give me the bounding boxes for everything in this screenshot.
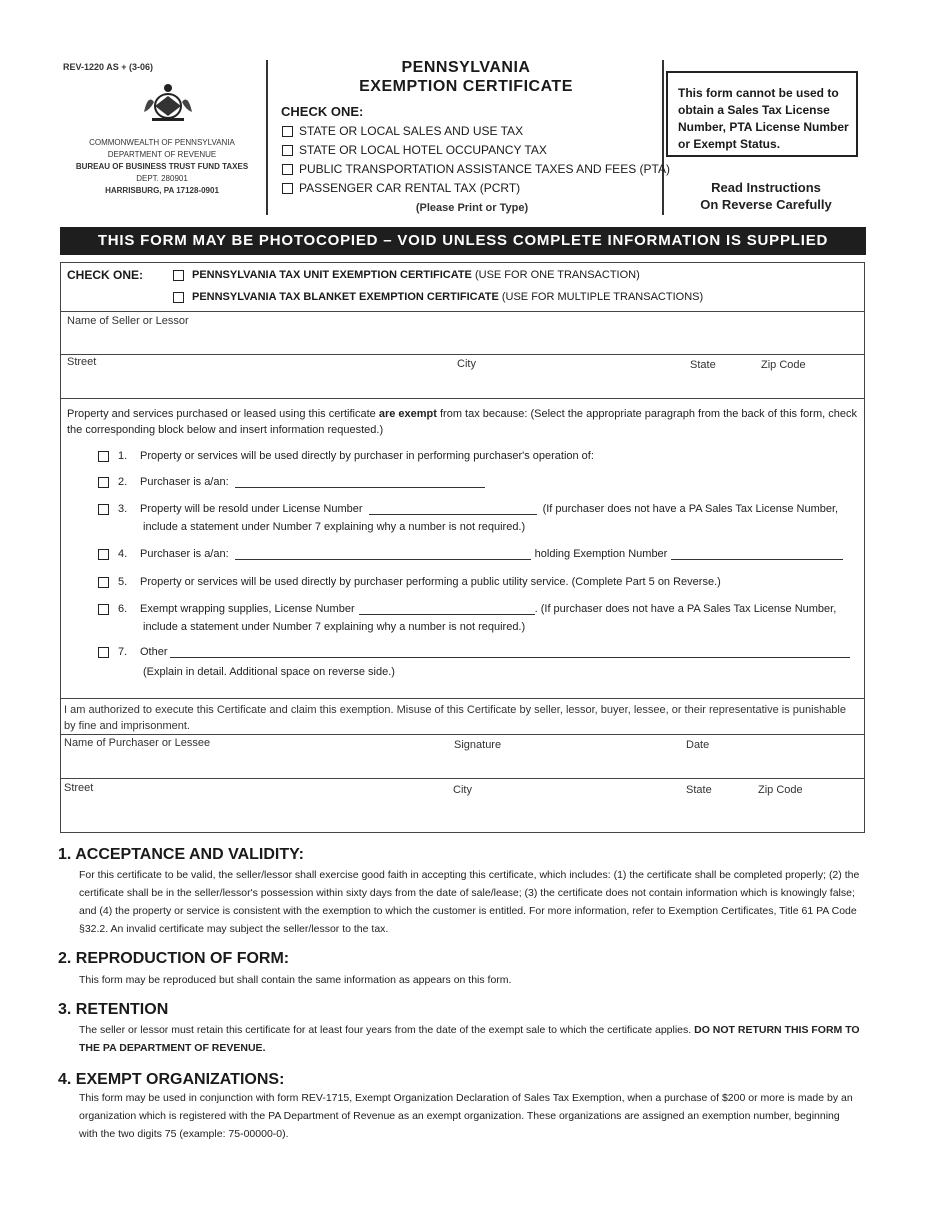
checkbox[interactable] (98, 504, 109, 515)
tax-type-label: STATE OR LOCAL SALES AND USE TAX (299, 124, 524, 138)
print-note: (Please Print or Type) (415, 202, 529, 214)
item-text: Property or services will be used directly by purchaser performing a public utility service. (Complete Part 5 on Reverse.) (140, 576, 721, 588)
section-heading-acceptance (58, 846, 304, 864)
read-instructions (668, 179, 864, 213)
exemption-item-4[interactable] (98, 548, 843, 560)
exemption-item-6[interactable] (98, 603, 836, 615)
cert-option-usage: (USE FOR MULTIPLE TRANSACTIONS) (498, 291, 704, 303)
section-heading-reproduction (58, 950, 289, 968)
checkbox[interactable] (282, 145, 293, 156)
seller-zip-label: Zip Code (761, 359, 806, 371)
section-body-reproduction: This form may be reproduced but shall contain the same information as appears on this form. (79, 974, 512, 986)
section-number: 3. (58, 1001, 72, 1018)
seller-name-field[interactable] (60, 328, 865, 354)
purchaser-category-field[interactable] (235, 549, 531, 560)
checkbox[interactable] (98, 477, 109, 488)
seller-name-label: Name of Seller or Lessor (67, 315, 189, 327)
item-7-note: (Explain in detail. Additional space on reverse side.) (143, 666, 395, 678)
wrapping-license-number-field[interactable] (359, 604, 535, 615)
exemption-item-7[interactable] (98, 646, 850, 658)
notice-box: This form cannot be used to obtain a Sales Tax License Number, PTA License Number or Exempt Status. (666, 71, 858, 157)
cert-option-name: PENNSYLVANIA TAX UNIT EXEMPTION CERTIFICATE (192, 269, 472, 281)
divider (60, 734, 865, 735)
form-title-line1: PENNSYLVANIA (401, 59, 531, 76)
purchaser-city-label: City (453, 784, 472, 796)
agency-line: BUREAU OF BUSINESS TRUST FUND TAXES (75, 162, 249, 171)
checkbox[interactable] (98, 604, 109, 615)
section-number: 4. (58, 1071, 72, 1088)
form-code: REV-1220 AS + (3-06) (63, 62, 153, 72)
purchaser-state-label: State (686, 784, 712, 796)
section-title: ACCEPTANCE AND VALIDITY: (75, 846, 304, 863)
section-title: EXEMPT ORGANIZATIONS: (75, 1071, 285, 1088)
checkbox[interactable] (173, 270, 184, 281)
item-number: 3. (118, 503, 128, 515)
cert-option-unit[interactable] (173, 269, 640, 281)
purchaser-street-label: Street (64, 782, 94, 794)
item-text: Purchaser is a/an: (140, 548, 229, 560)
exemption-number-field[interactable] (671, 549, 843, 560)
item-3-note: include a statement under Number 7 explaining why a number is not required.) (143, 521, 526, 533)
purchaser-name-label: Name of Purchaser or Lessee (64, 737, 211, 749)
divider (60, 398, 865, 399)
read-instructions-line: Read Instructions (711, 180, 821, 195)
seller-state-label: State (690, 359, 716, 371)
item-text: Other (140, 646, 168, 658)
section-number: 1. (58, 846, 72, 863)
item-text-tail: . (If purchaser does not have a PA Sales Tax License Number, (534, 603, 837, 615)
tax-type-option-pta[interactable] (282, 162, 670, 176)
exemption-item-1[interactable] (98, 450, 594, 462)
item-text-tail: (If purchaser does not have a PA Sales Tax License Number, (542, 503, 839, 515)
item-number: 1. (118, 450, 128, 462)
authorization-statement: I am authorized to execute this Certificate and claim this exemption. Misuse of this Certificate by seller, lessor, buyer, lessee, or their representative is punishable by fine and imprisonment. (64, 704, 846, 732)
exemption-item-3[interactable] (98, 503, 838, 515)
section-heading-exempt-orgs (58, 1071, 284, 1089)
cert-option-usage: (USE FOR ONE TRANSACTION) (471, 269, 640, 281)
form-title-line2: EXEMPTION CERTIFICATE (359, 78, 573, 95)
reason-intro-text: from tax because: (Select the appropriate paragraph from the back of this form, check the corresponding block below and insert information requested.) (67, 408, 857, 436)
checkbox[interactable] (282, 183, 293, 194)
tax-type-option-sales-use[interactable] (282, 124, 523, 138)
pennsylvania-seal-icon (140, 82, 196, 122)
tax-type-option-pcrt[interactable] (282, 181, 520, 195)
exemption-item-2[interactable] (98, 476, 485, 488)
agency-address (62, 137, 262, 197)
seller-street-label: Street (67, 356, 97, 368)
resale-license-number-field[interactable] (369, 504, 537, 515)
agency-line: DEPT. 280901 (136, 174, 188, 183)
section-body-acceptance: For this certificate to be valid, the seller/lessor shall exercise good faith in accepting this certificate, which includes: (1) the certificate shall be completed properly; (2) the certificate shall be in the seller/lessor's possession within sixty days from the date of sale/lease; (3) the certificate does not contain information which is knowingly false; and (4) the property or service is consistent with the exemption to which the customer is entitled. For more information, refer to Exemption Certificates, Title 61 PA Code §32.2. An invalid certificate may subject the seller/lessor to the tax. (79, 869, 860, 935)
item-text: Property will be resold under License Number (140, 503, 363, 515)
item-6-note: include a statement under Number 7 explaining why a number is not required.) (143, 621, 526, 633)
section-heading-retention (58, 1001, 168, 1019)
section-title: REPRODUCTION OF FORM: (75, 950, 290, 967)
section-number: 2. (58, 950, 72, 967)
tax-type-label: STATE OR LOCAL HOTEL OCCUPANCY TAX (299, 143, 547, 157)
purchaser-name-signature-field[interactable] (60, 752, 865, 778)
tax-type-option-hotel[interactable] (282, 143, 547, 157)
photocopy-banner: THIS FORM MAY BE PHOTOCOPIED – VOID UNLESS COMPLETE INFORMATION IS SUPPLIED (60, 227, 866, 255)
divider (60, 354, 865, 355)
agency-line: HARRISBURG, PA 17128-0901 (105, 186, 219, 195)
other-explanation-field[interactable] (170, 647, 850, 658)
item-number: 4. (118, 548, 128, 560)
agency-line: DEPARTMENT OF REVENUE (107, 150, 217, 159)
item-number: 5. (118, 576, 128, 588)
item-number: 6. (118, 603, 128, 615)
reason-intro-text: Property and services purchased or leased using this certificate (67, 408, 379, 420)
tax-type-label: PUBLIC TRANSPORTATION ASSISTANCE TAXES AND FEES (PTA) (299, 162, 670, 176)
checkbox[interactable] (98, 577, 109, 588)
item-text-tail: holding Exemption Number (534, 548, 668, 560)
item-number: 2. (118, 476, 128, 488)
purchaser-type-field[interactable] (235, 477, 485, 488)
signature-label: Signature (454, 739, 502, 751)
cert-option-name: PENNSYLVANIA TAX BLANKET EXEMPTION CERTIFICATE (192, 291, 499, 303)
section-text: The seller or lessor must retain this certificate for at least four years from the date of the exempt sale to which the certificate applies. (79, 1024, 692, 1036)
tax-type-label: PASSENGER CAR RENTAL TAX (PCRT) (299, 181, 521, 195)
item-number: 7. (118, 646, 128, 658)
section-body-exempt-orgs: This form may be used in conjunction with form REV-1715, Exempt Organization Declaration of Sales Tax Exemption, when a purchase of $200 or more is made by an organization which is registered with the PA Department of Revenue as an exempt organization. These organizations are assigned an exemption number, beginning with the two digits 75 (example: 75-00000-0). (79, 1092, 853, 1140)
purchaser-zip-label: Zip Code (758, 784, 803, 796)
checkbox[interactable] (98, 647, 109, 658)
checkbox[interactable] (98, 451, 109, 462)
reason-intro-emphasis: are exempt (378, 408, 437, 420)
item-text: Property or services will be used directly by purchaser in performing purchaser's operation of: (140, 450, 594, 462)
checkbox[interactable] (173, 292, 184, 303)
cert-option-label (192, 291, 703, 303)
section-text-emphasis: DO NOT RETURN THIS FORM TO THE PA DEPARTMENT OF REVENUE. (79, 1024, 860, 1054)
section-title: RETENTION (75, 1001, 169, 1018)
divider (60, 311, 865, 312)
exemption-reason-intro (67, 406, 862, 438)
item-text: Purchaser is a/an: (140, 476, 229, 488)
cert-option-label (192, 269, 640, 281)
tax-type-check-one-label: CHECK ONE: (281, 104, 364, 119)
seller-address-field[interactable] (60, 372, 865, 398)
seller-city-label: City (457, 358, 476, 370)
exemption-item-5[interactable] (98, 576, 721, 588)
divider (60, 778, 865, 779)
section-body-retention (79, 1021, 861, 1057)
agency-line: COMMONWEALTH OF PENNSYLVANIA (89, 138, 235, 147)
purchaser-address-field[interactable] (60, 798, 865, 830)
divider (60, 698, 865, 699)
cert-option-blanket[interactable] (173, 291, 703, 303)
checkbox[interactable] (282, 164, 293, 175)
checkbox[interactable] (282, 126, 293, 137)
read-instructions-line: On Reverse Carefully (700, 197, 832, 212)
item-text: Exempt wrapping supplies, License Number (140, 603, 355, 615)
certificate-check-one-label: CHECK ONE: (67, 268, 144, 282)
checkbox[interactable] (98, 549, 109, 560)
date-label: Date (686, 739, 710, 751)
